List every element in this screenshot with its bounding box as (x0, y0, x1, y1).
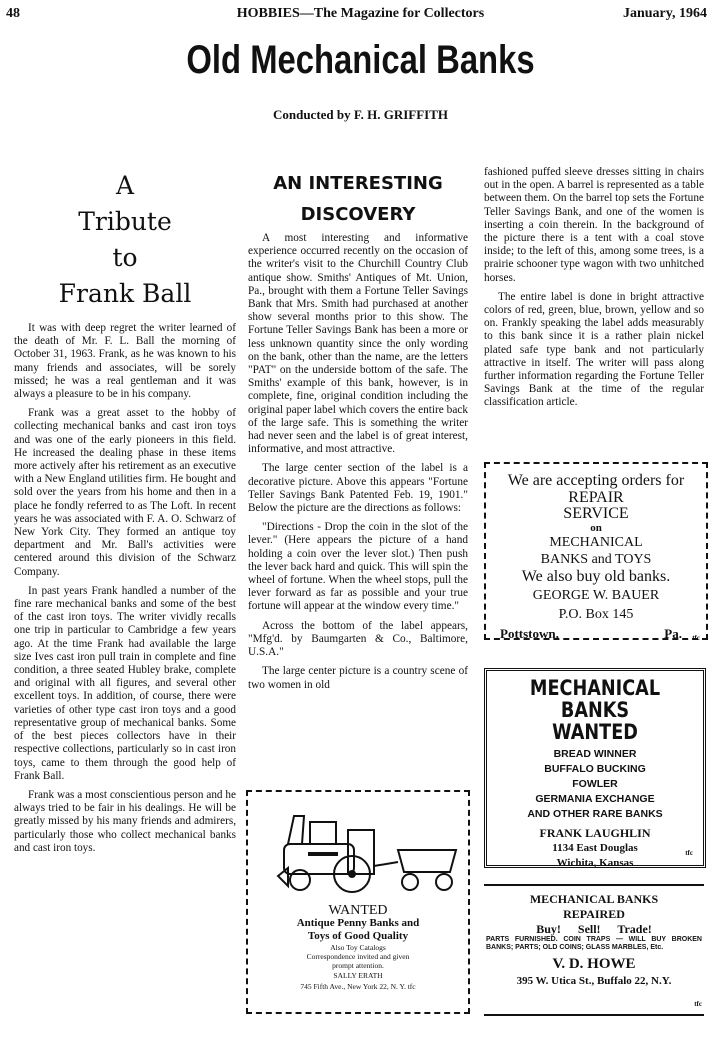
ad-line: Antique Penny Banks and (296, 917, 420, 929)
ad-code: tfc (407, 982, 416, 991)
running-header: HOBBIES—The Magazine for Collectors (236, 6, 485, 21)
ad-line: on (590, 522, 602, 534)
advertiser-name: V. D. HOWE (552, 956, 636, 972)
discovery-continued (484, 166, 704, 416)
tribute-headline-line: A (115, 171, 135, 200)
ad-line: prompt attention. (332, 961, 384, 970)
advertiser-name: FRANK LAUGHLIN (539, 826, 651, 840)
article-paragraph: The large center picture is a country scene of two women in old (248, 665, 468, 691)
tribute-headline-line: Frank Ball (58, 279, 192, 308)
ad-line: BANKS and TOYS (540, 552, 652, 567)
tribute-headline-line: to (112, 243, 138, 272)
wanted-item: AND OTHER RARE BANKS (527, 808, 663, 820)
wanted-item: FOWLER (572, 778, 618, 790)
tribute-article (14, 322, 236, 861)
discovery-headline (248, 168, 468, 230)
advertiser-box: P.O. Box 145 (558, 607, 634, 622)
advertiser-address (248, 981, 468, 992)
advertiser-city-row (486, 624, 706, 644)
article-paragraph: It was with deep regret the writer learned of the death of Mr. F. L. Ball the morning of October 31, 1963. Frank, as he was known to his many friends and associates, will be sorely missed; he was a real gentleman and it was always a pleasure to be in his company. (14, 322, 236, 401)
ad-line: MECHANICAL (549, 535, 643, 550)
article-paragraph: The entire label is done in bright attractive colors of red, green, blue, brown, yellow and so on. Frankly speaking the label adds measurably to this bank since it is a rather plain nickel plated safe type bank and not particularly attractive in itself. The writer will pass along further information regarding the Fortune Teller Savings Bank at the time of the regular classification article. (484, 290, 704, 409)
ad-line: REPAIR (568, 489, 624, 506)
byline: Conducted by F. H. GRIFFITH (272, 107, 449, 122)
article-paragraph: Across the bottom of the label appears, "Mfg'd. by Baumgarten & Co., Baltimore, U.S.A." (248, 619, 468, 659)
article-paragraph: A most interesting and informative experience occurred recently on the occasion of the writer's visit to the Churchill Country Club antique show. Smiths' Antiques of Mt. Union, Pa., brought with them a Fortune Teller Savings Bank that Mrs. Smith had purchased at another show several months prior to this show. The Fortune Teller Savings Bank has been a more or less unknown quantity since the only wording on the bank, other than the name, are the letters "PAT" on the underside bottom of the safe. The Smiths' example of this bank, however, is in complete, fine, original condition including the original paper label which covers the entire back of the large safe. This is something the writer had never seen and the label is of great interest, informative, and most attractive. (248, 232, 468, 456)
article-paragraph: "Directions - Drop the coin in the slot of the lever." (Here appears the picture of a hand holding a coin over the lever slot.) Then push the lever back hard and quick. This will spin the wheel of fortune. When the wheel stops, pull the lever forward as far as possible and your true fortune will appear at the window every time." (248, 521, 468, 613)
advertiser-address: 395 W. Utica St., Buffalo 22, N.Y. (516, 975, 672, 987)
article-paragraph: In past years Frank handled a number of the fine rare mechanical banks and some of the best of the cast iron toys. The writer vividly recalls one trip in particular to Cambridge a few years ago. At the time Frank had available the large size Ives cast iron pull train in complete and fine condition, a three seated Hubley brake, complete and original with all figures, and several other excellent toys. In addition, of course, there were varieties of other type cast iron toys and a good representative group of mechanical banks. Some of the best pieces collectors have in their respective collections, particularly so in cast iron toys, came to them through the good help of Frank Ball. (14, 584, 236, 782)
toy-train-illustration (248, 792, 468, 904)
ad-heading: MECHANICAL BANKS (529, 676, 661, 722)
advertiser-name: SALLY ERATH (333, 971, 383, 980)
wanted-item: GERMANIA EXCHANGE (535, 793, 655, 805)
ad-code: tfc (685, 849, 693, 857)
page-title: Old Mechanical Banks (186, 38, 535, 82)
article-paragraph: The large center section of the label is a decorative picture. Above this appears "Fortune Teller Savings Bank Patented Feb. 19, 1901." Below the picture are the directions as follows: (248, 462, 468, 515)
ad-code: tfc (694, 1000, 702, 1008)
ad-line: Also Toy Catalogs (330, 943, 386, 952)
ad-heading: WANTED (328, 903, 388, 918)
tribute-headline-line: Tribute (78, 207, 172, 236)
wanted-list (487, 747, 703, 822)
tribute-headline (14, 168, 236, 312)
advertiser-state: Pa. (664, 626, 682, 641)
ad-frank-laughlin (484, 668, 706, 868)
advertiser-name: GEORGE W. BAUER (532, 588, 660, 603)
ad-line: SERVICE (563, 505, 629, 522)
discovery-article (248, 232, 468, 698)
ad-line: Toys of Good Quality (307, 930, 409, 942)
ad-vd-howe (484, 884, 704, 1016)
wanted-item: BREAD WINNER (553, 748, 637, 760)
advertiser-city: Pottstown, (500, 626, 559, 641)
ad-george-bauer (484, 462, 708, 640)
issue-date: January, 1964 (622, 6, 707, 21)
ad-line: Buy! Sell! Trade! (536, 922, 652, 936)
article-paragraph: Frank was a most conscientious person and he always tried to be fair in his dealings. He will be greatly missed by his many friends and admirers, particularly those who collect mechanical banks and cast iron toys. (14, 788, 236, 854)
ad-sally-erath (246, 790, 470, 1014)
article-paragraph: Frank was a great asset to the hobby of collecting mechanical banks and cast iron toys and was one of the early pioneers in this field. He increased the dealing phase in these items more actively after his retirement as an executive with a New England utilities firm. He bought and sold over the years from his home and then in a place he fondly referred to as The Loft. In recent years he was associated with F. A. O. Schwarz of New York City. They formed an antique toy department and Mr. Ball's activities were centered around this division of the Schwarz Company. (14, 407, 236, 578)
ad-heading: WANTED (552, 720, 638, 744)
page-number: 48 (6, 6, 20, 21)
ad-heading: MECHANICAL BANKS (529, 892, 659, 906)
ad-line: We also buy old banks. (521, 568, 671, 585)
ad-line: We are accepting orders for (507, 472, 685, 489)
wanted-item: BUFFALO BUCKING (544, 763, 646, 775)
advertiser-city: Wichita, Kansas (556, 857, 634, 869)
ad-code: tfc (692, 634, 700, 642)
address-text: 745 Fifth Ave., New York 22, N. Y. (300, 982, 406, 991)
advertiser-street: 1134 East Douglas (552, 842, 638, 854)
discovery-headline-line: AN INTERESTING (273, 173, 443, 194)
ad-heading: REPAIRED (563, 907, 625, 921)
article-paragraph: fashioned puffed sleeve dresses sitting in chairs out in the open. A barrel is represented as a table between them. On the barrel top sets the Fortune Teller Savings Bank, and one of the women is inserting a coin therein. In the background of the picture there is a tent with a coal stove inside; to the left of this, among some trees, is a prairie schooner type wagon with two unhitched horses. (484, 166, 704, 284)
ad-line: Correspondence invited and given (306, 952, 410, 961)
ad-line: PARTS FURNISHED. COIN TRAPS — WILL BUY BROKEN BANKS; PARTS; OLD COINS; GLASS MARBLES, Etc. (486, 936, 702, 951)
discovery-headline-line: DISCOVERY (300, 204, 416, 225)
